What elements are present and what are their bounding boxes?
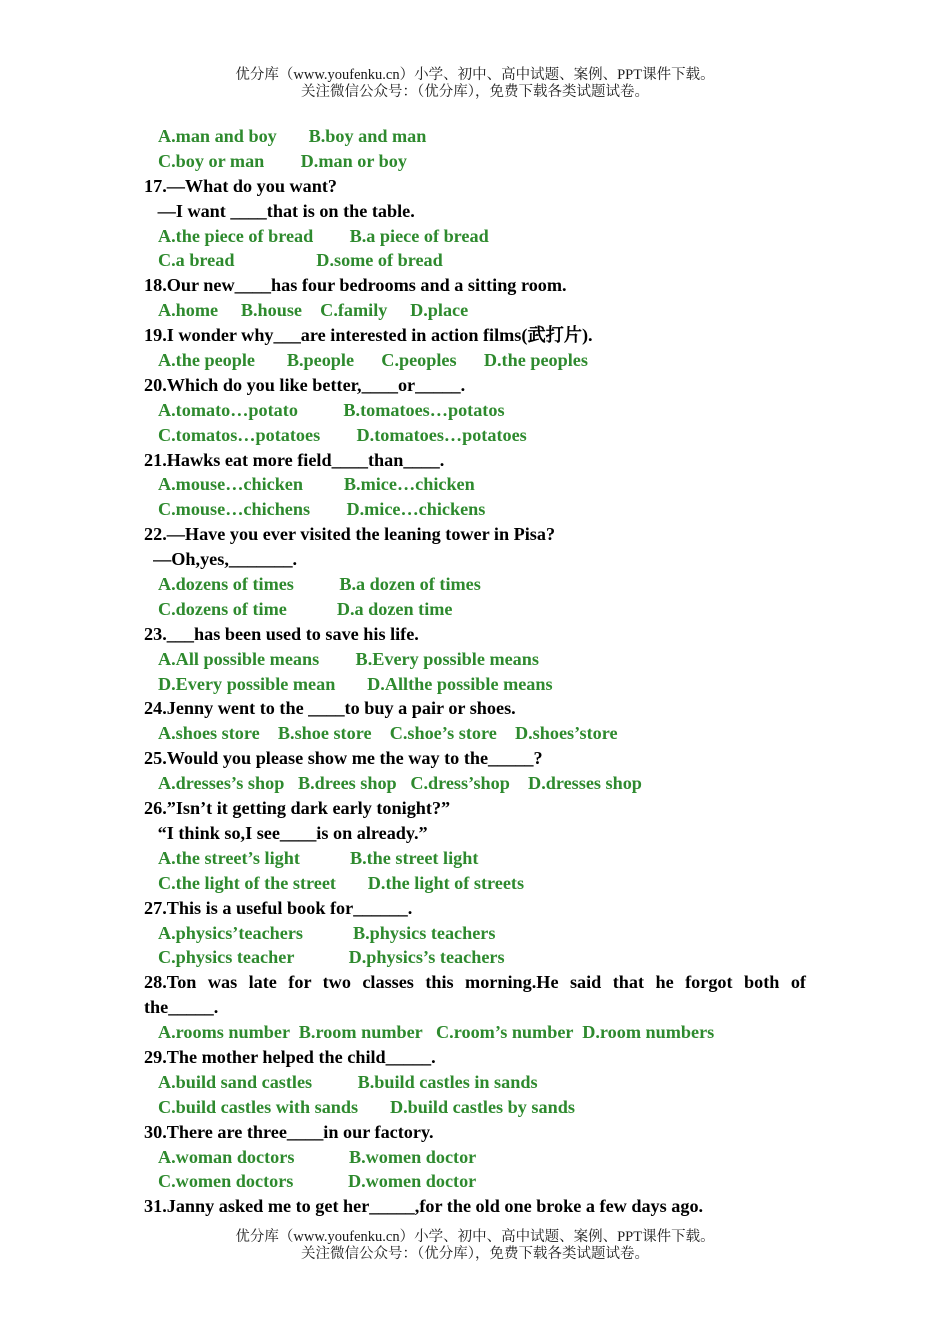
answer-options-line: A.dozens of times B.a dozen of times [158,574,481,595]
question-line: 25.Would you please show me the way to the_____? [144,748,543,769]
question-list [144,124,806,1219]
answer-options-line: A.shoes store B.shoe store C.shoe’s store D.shoes’store [158,723,618,744]
question-line: 17.—What do you want? [144,175,338,196]
question-line: 28.Ton was late for two classes this morning.He said that he forgot both of [144,972,806,993]
question-line: 22.—Have you ever visited the leaning tower in Pisa? [144,524,556,545]
question-line: 27.This is a useful book for______. [144,897,413,918]
answer-options-line: C.boy or man D.man or boy [158,150,407,171]
answer-options-line: A.tomato…potato B.tomatoes…potatos [158,399,505,420]
answer-options-line: C.build castles with sands D.build castles by sands [158,1096,575,1117]
answer-options-line: C.physics teacher D.physics’s teachers [158,947,505,968]
answer-options-line: C.mouse…chichens D.mice…chickens [158,499,486,520]
question-line: “I think so,I see____is on already.” [144,822,428,843]
answer-options-line: A.mouse…chicken B.mice…chicken [158,474,475,495]
answer-options-line: A.woman doctors B.women doctor [158,1146,477,1167]
question-line: —I want ____that is on the table. [144,200,415,221]
answer-options-line: A.All possible means B.Every possible means [158,648,539,669]
footer-line-1: 优分库（www.youfenku.cn）小学、初中、高中试题、案例、PPT课件下载。 [235,1229,715,1245]
answer-options-line: A.build sand castles B.build castles in sands [158,1071,538,1092]
page-footer [0,1229,950,1263]
answer-options-line: A.dresses’s shop B.drees shop C.dress’shop D.dresses shop [158,773,642,794]
question-line: 31.Janny asked me to get her_____,for the old one broke a few days ago. [144,1196,704,1217]
answer-options-line: C.tomatos…potatoes D.tomatoes…potatoes [158,424,527,445]
answer-options-line: A.the piece of bread B.a piece of bread [158,225,489,246]
answer-options-line: A.the street’s light B.the street light [158,847,479,868]
answer-options-line: A.the people B.people C.peoples D.the peoples [158,350,588,371]
question-line: 19.I wonder why___are interested in action films(武打片). [144,325,593,346]
question-line: 23.___has been used to save his life. [144,623,419,644]
answer-options-line: C.the light of the street D.the light of streets [158,872,525,893]
question-line: 24.Jenny went to the ____to buy a pair or shoes. [144,698,516,719]
question-line: 26.”Isn’t it getting dark early tonight?” [144,798,451,819]
answer-options-line: D.Every possible mean D.Allthe possible means [158,673,553,694]
question-line: —Oh,yes,_______. [144,549,298,570]
answer-options-line: A.rooms number B.room number C.room’s number D.room numbers [158,1022,715,1043]
answer-options-line: A.physics’teachers B.physics teachers [158,922,496,943]
header-line-1: 优分库（www.youfenku.cn）小学、初中、高中试题、案例、PPT课件下载。 [235,67,715,83]
question-line: the_____. [144,997,219,1018]
answer-options-line: A.man and boy B.boy and man [158,126,427,146]
question-line: 20.Which do you like better,____or_____. [144,374,466,395]
question-line: 30.There are three____in our factory. [144,1121,434,1142]
question-line: 29.The mother helped the child_____. [144,1046,436,1067]
question-line: 18.Our new____has four bedrooms and a sitting room. [144,275,567,296]
footer-line-2: 关注微信公众号：（优分库），免费下载各类试题试卷。 [301,1246,649,1262]
answer-options-line: A.home B.house C.family D.place [158,300,469,321]
answer-options-line: C.dozens of time D.a dozen time [158,598,453,619]
answer-options-line: C.women doctors D.women doctor [158,1171,477,1192]
page-header [0,67,950,101]
question-line: 21.Hawks eat more field____than____. [144,449,445,470]
header-line-2: 关注微信公众号：（优分库），免费下载各类试题试卷。 [301,84,649,100]
answer-options-line: C.a bread D.some of bread [158,250,443,271]
